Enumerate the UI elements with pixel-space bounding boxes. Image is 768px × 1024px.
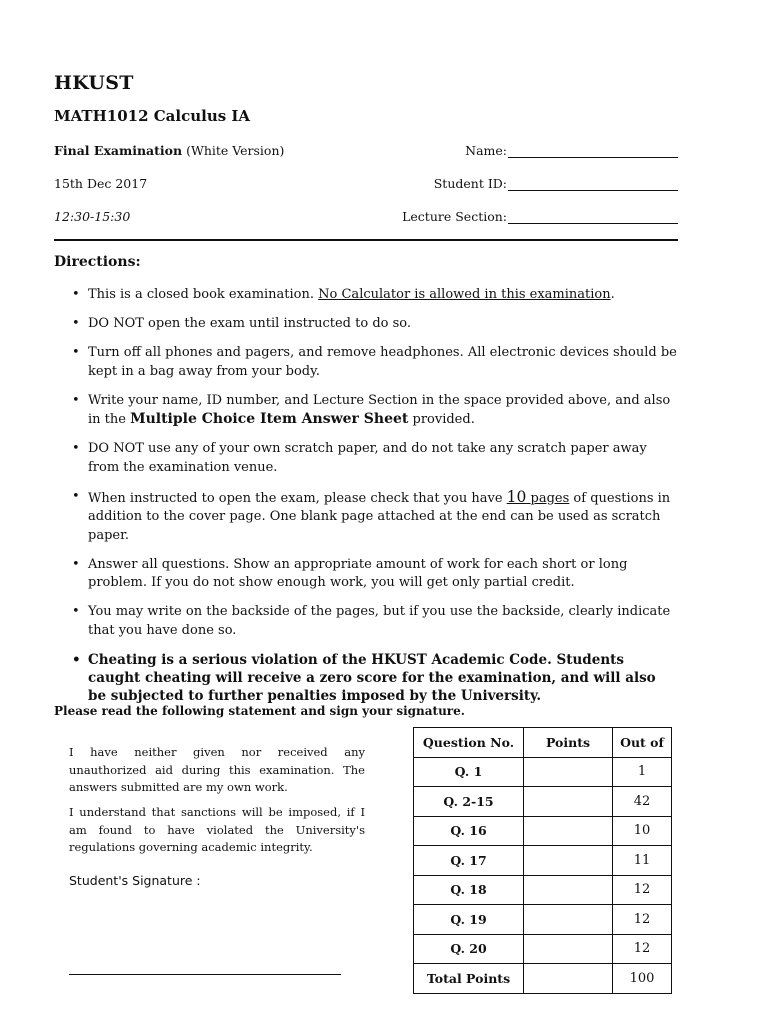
bullet-icon: • [72,604,80,619]
directions-heading: Directions: [54,254,141,270]
name-input-line[interactable] [508,143,678,158]
table-row [414,875,672,905]
list-item [54,286,678,305]
student-id-field[interactable] [434,176,678,191]
list-item-text: Write your name, ID number, and Lecture Section in the space provided above, and also in the [88,392,671,427]
bullet-icon: • [72,345,80,360]
page-count-number: 10 [506,487,527,506]
page-count-word: pages [530,490,570,506]
lecture-section-field[interactable] [402,209,678,224]
lecture-section-label: Lecture Section: [402,209,507,224]
question-cell: Q. 19 [414,905,524,935]
list-item [54,315,678,334]
answer-sheet-name: Multiple Choice Item Answer Sheet [130,411,409,427]
list-item [54,488,678,546]
directions-list [54,286,678,715]
table-row [414,787,672,817]
list-item-text: DO NOT open the exam until instructed to do so. [88,316,412,331]
bullet-icon: • [72,287,80,302]
points-cell[interactable] [524,846,613,876]
table-row [414,905,672,935]
question-cell: Q. 20 [414,934,524,964]
table-row [414,964,672,994]
name-field[interactable] [465,143,678,158]
points-cell[interactable] [524,905,613,935]
bullet-icon: • [72,556,80,572]
page-count [506,487,570,506]
table-row [414,757,672,787]
out-of-cell: 12 [613,875,672,905]
list-item [54,440,678,477]
points-cell[interactable] [524,816,613,846]
integrity-statement-2: I understand that sanctions will be imposed, if I am found to have violated the University's regulations governing academic integrity. [69,805,365,854]
points-cell[interactable] [524,757,613,787]
list-item [54,651,678,705]
list-item [54,603,678,640]
bullet-icon: • [72,651,81,668]
question-cell: Q. 1 [414,757,524,787]
exam-title-text: Final Examination [54,143,183,158]
list-item-text: Turn off all phones and pagers, and remove headphones. All electronic devices should be kept in a bag away from your body. [88,345,677,379]
out-of-cell: 100 [613,964,672,994]
table-header-row [414,728,672,758]
list-item-text: When instructed to open the exam, please check that you have [88,490,507,506]
list-item-text: provided. [408,412,475,427]
out-of-cell: 12 [613,934,672,964]
student-id-input-line[interactable] [508,176,678,191]
integrity-statement-1: I have neither given nor received any unauthorized aid during this examination. The answers submitted are my own work. [69,745,365,794]
table-row [414,816,672,846]
out-of-cell: 1 [613,757,672,787]
bullet-icon: • [72,488,80,504]
list-item-text: . [610,287,615,302]
exam-title [54,143,284,158]
question-cell: Q. 18 [414,875,524,905]
list-item-text: of questions in addition to the cover page. One blank page attached at the end can be used as scratch paper. [88,490,671,543]
exam-date: 15th Dec 2017 [54,176,148,191]
header-divider [54,239,678,241]
lecture-section-input-line[interactable] [508,209,678,224]
bullet-icon: • [72,316,80,331]
table-row [414,934,672,964]
question-cell: Q. 2-15 [414,787,524,817]
score-table [413,727,672,994]
list-item [54,556,678,593]
points-cell[interactable] [524,964,613,994]
student-id-label: Student ID: [433,176,507,191]
list-item-text: DO NOT use any of your own scratch paper, and do not take any scratch paper away from the examination venue. [88,441,647,475]
exam-time: 12:30-15:30 [54,209,131,224]
list-item-text: This is a closed book examination. [88,287,319,302]
column-header: Points [524,728,613,758]
calculator-notice: No Calculator is allowed in this examination [318,287,611,302]
points-cell[interactable] [524,875,613,905]
column-header: Question No. [414,728,524,758]
signature-label: Student's Signature : [69,873,201,888]
exam-version: (White Version) [186,143,285,158]
list-item [54,392,678,430]
list-item-text: You may write on the backside of the pages, but if you use the backside, clearly indicate that you have done so. [88,604,671,638]
out-of-cell: 42 [613,787,672,817]
question-cell: Total Points [414,964,524,994]
out-of-cell: 12 [613,905,672,935]
points-cell[interactable] [524,787,613,817]
question-cell: Q. 17 [414,846,524,876]
question-cell: Q. 16 [414,816,524,846]
institution-title: HKUST [54,72,134,94]
column-header: Out of [613,728,672,758]
list-item-text: Answer all questions. Show an appropriate amount of work for each short or long problem. If you do not show enough work, you will get only partial credit. [88,556,628,590]
signature-heading: Please read the following statement and sign your signature. [54,704,465,718]
points-cell[interactable] [524,934,613,964]
bullet-icon: • [72,441,80,456]
table-row [414,846,672,876]
list-item [54,344,678,381]
course-title: MATH1012 Calculus IA [54,107,251,125]
bullet-icon: • [72,392,80,408]
cheating-warning: Cheating is a serious violation of the HKUST Academic Code. Students caught cheating will receive a zero score for the examination, and will also be subjected to further penalties imposed by the University. [88,651,656,704]
out-of-cell: 10 [613,816,672,846]
name-label: Name: [465,143,507,158]
signature-line[interactable] [69,974,341,975]
out-of-cell: 11 [613,846,672,876]
